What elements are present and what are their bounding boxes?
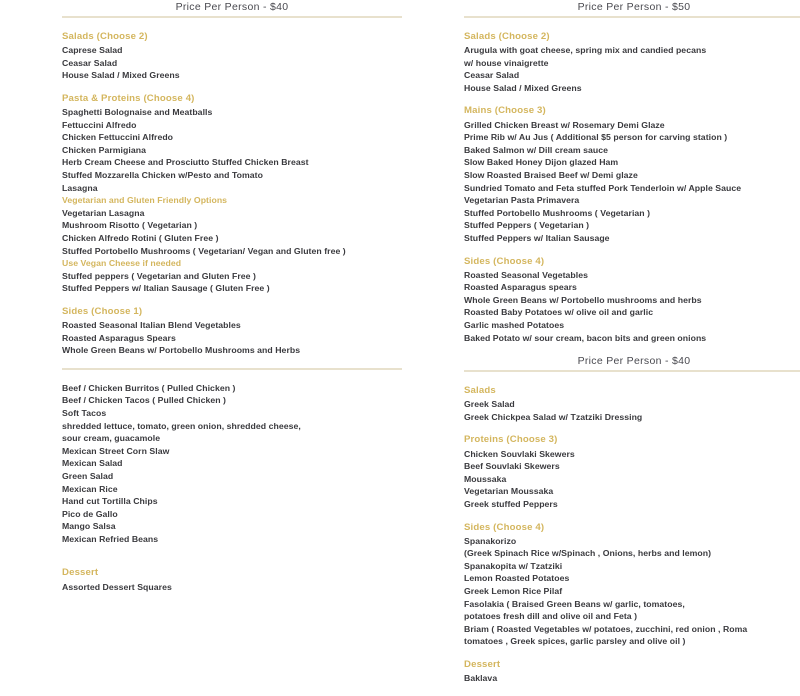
menu-item: Stuffed Portobello Mushrooms ( Vegetarian ) (464, 207, 651, 218)
menu-item: Mexican Refried Beans (62, 533, 159, 544)
left-sections (62, 31, 402, 357)
menu-item: Caprese Salad (62, 45, 123, 56)
menu-item: Greek Lemon Rice Pilaf (464, 585, 563, 596)
price-header-right: Price Per Person - $50 (577, 1, 691, 13)
section-heading: Salads (464, 385, 496, 397)
section-heading: Mains (Choose 3) (464, 105, 546, 117)
menu-item: Roasted Baby Potatoes w/ olive oil and garlic (464, 307, 654, 318)
menu-section (464, 434, 800, 510)
menu-item-note: Use Vegan Cheese if needed (62, 258, 182, 269)
price-header-left: Price Per Person - $40 (175, 1, 289, 13)
menu-item: Slow Roasted Braised Beef w/ Demi glaze (464, 169, 638, 180)
menu-item: shredded lettuce, tomato, green onion, shredded cheese, (62, 420, 301, 431)
menu-item: Slow Baked Honey Dijon glazed Ham (464, 157, 619, 168)
menu-section (62, 93, 402, 295)
menu-item: Ceasar Salad (464, 70, 520, 81)
menu-item: Chicken Parmigiana (62, 144, 146, 155)
menu-item: Fasolakia ( Braised Green Beans w/ garlic, tomatoes, (464, 598, 685, 609)
menu-item: Assorted Dessert Squares (62, 581, 172, 592)
menu-item: Grilled Chicken Breast w/ Rosemary Demi Glaze (464, 119, 665, 130)
menu-item: Sundried Tomato and Feta stuffed Pork Tenderloin w/ Apple Sauce (464, 182, 742, 193)
menu-item: Spanakorizo (464, 535, 517, 546)
menu-section (62, 306, 402, 357)
menu-item: Mexican Rice (62, 483, 118, 494)
menu-item: Beef Souvlaki Skewers (464, 461, 560, 472)
menu-item: Mango Salsa (62, 521, 116, 532)
menu-section (464, 659, 800, 685)
menu-item: Lemon Roasted Potatoes (464, 573, 570, 584)
menu-item: Chicken Souvlaki Skewers (464, 448, 575, 459)
menu-item: Vegetarian Pasta Primavera (464, 195, 580, 206)
menu-item: Mexican Salad (62, 458, 123, 469)
menu-item: w/ house vinaigrette (464, 57, 549, 68)
menu-item: Lasagna (62, 182, 98, 193)
left-dessert-section (62, 567, 402, 593)
divider (464, 370, 800, 372)
menu-item: Fettuccini Alfredo (62, 119, 137, 130)
menu-item: Stuffed peppers ( Vegetarian and Gluten Free ) (62, 270, 256, 281)
menu-item: Baked Potato w/ sour cream, bacon bits and green onions (464, 332, 707, 343)
menu-item: Baked Salmon w/ Dill cream sauce (464, 144, 609, 155)
menu-item: Mexican Street Corn Slaw (62, 445, 170, 456)
section-heading: Salads (Choose 2) (62, 31, 148, 42)
menu-item: Stuffed Mozzarella Chicken w/Pesto and Tomato (62, 169, 263, 180)
menu-item: Hand cut Tortilla Chips (62, 496, 158, 507)
menu-item: Vegetarian Moussaka (464, 486, 554, 497)
menu-item: House Salad / Mixed Greens (464, 82, 582, 93)
menu-item: Baklava (464, 673, 498, 684)
menu-item: Arugula with goat cheese, spring mix and candied pecans (464, 45, 707, 56)
menu-column-left (62, 0, 402, 604)
menu-section (62, 31, 402, 82)
menu-section (464, 522, 800, 648)
menu-item: Whole Green Beans w/ Portobello mushrooms and herbs (464, 294, 702, 305)
menu-item: Soft Tacos (62, 407, 107, 418)
section-heading: Sides (Choose 1) (62, 305, 143, 317)
menu-item: Garlic mashed Potatoes (464, 319, 565, 330)
spacer (62, 556, 402, 567)
menu-item: Stuffed Peppers ( Vegetarian ) (464, 220, 590, 231)
menu-item: Chicken Alfredo Rotini ( Gluten Free ) (62, 232, 219, 243)
menu-item: House Salad / Mixed Greens (62, 70, 180, 81)
menu-item: Roasted Seasonal Vegetables (464, 269, 588, 280)
menu-item: Roasted Asparagus Spears (62, 332, 176, 343)
menu-item: Mushroom Risotto ( Vegetarian ) (62, 220, 198, 231)
menu-item: Spanakopita w/ Tzatziki (464, 560, 563, 571)
section-heading: Dessert (464, 658, 501, 670)
menu-item: Stuffed Peppers w/ Italian Sausage (464, 232, 610, 243)
menu-item: Vegetarian Lasagna (62, 207, 145, 218)
divider (62, 368, 402, 370)
menu-item: Pico de Gallo (62, 508, 118, 519)
right-sections (464, 31, 800, 344)
menu-section (464, 31, 800, 94)
menu-item: Ceasar Salad (62, 57, 118, 68)
section-heading: Dessert (62, 567, 99, 579)
menu-item: Roasted Asparagus spears (464, 282, 577, 293)
menu-item: Beef / Chicken Tacos ( Pulled Chicken ) (62, 395, 226, 406)
menu-item: Briam ( Roasted Vegetables w/ potatoes, zucchini, red onion , Roma (464, 623, 748, 634)
menu-item: sour cream, guacamole (62, 433, 161, 444)
menu-item: Spaghetti Bolognaise and Meatballs (62, 106, 213, 117)
divider (464, 16, 800, 18)
divider (62, 16, 402, 18)
menu-item: Greek Salad (464, 399, 515, 410)
section-heading: Sides (Choose 4) (464, 255, 545, 267)
menu-item: Whole Green Beans w/ Portobello Mushrooms and Herbs (62, 345, 301, 356)
menu-item: Moussaka (464, 473, 507, 484)
menu-item: Beef / Chicken Burritos ( Pulled Chicken ) (62, 382, 236, 393)
menu-section (62, 382, 402, 546)
menu-section (62, 567, 402, 593)
section-heading: Pasta & Proteins (Choose 4) (62, 92, 195, 104)
menu-item: Green Salad (62, 470, 114, 481)
menu-item: Greek Chickpea Salad w/ Tzatziki Dressing (464, 411, 643, 422)
menu-section (464, 256, 800, 345)
menu-item: Chicken Fettuccini Alfredo (62, 132, 174, 143)
menu-item: potatoes fresh dill and olive oil and Feta ) (464, 611, 638, 622)
menu-item: Prime Rib w/ Au Jus ( Additional $5 person for carving station ) (464, 132, 728, 143)
menu-section (464, 385, 800, 423)
greek-sections (464, 385, 800, 684)
menu-item: Stuffed Portobello Mushrooms ( Vegetarian/ Vegan and Gluten free ) (62, 245, 346, 256)
menu-item: (Greek Spinach Rice w/Spinach , Onions, herbs and lemon) (464, 548, 712, 559)
menu-item: Stuffed Peppers w/ Italian Sausage ( Gluten Free ) (62, 283, 270, 294)
menu-item-note: Vegetarian and Gluten Friendly Options (62, 195, 228, 206)
menu-column-right (464, 0, 800, 696)
section-heading: Salads (Choose 2) (464, 31, 550, 42)
menu-item: Herb Cream Cheese and Prosciutto Stuffed Chicken Breast (62, 157, 309, 168)
mexican-section (62, 382, 402, 546)
section-heading: Proteins (Choose 3) (464, 434, 558, 446)
menu-item: Roasted Seasonal Italian Blend Vegetables (62, 319, 241, 330)
menu-item: Greek stuffed Peppers (464, 498, 558, 509)
price-header-right-second: Price Per Person - $40 (577, 355, 691, 368)
section-heading: Sides (Choose 4) (464, 521, 545, 533)
menu-item: tomatoes , Greek spices, garlic parsley and olive oil ) (464, 636, 686, 647)
menu-section (464, 105, 800, 244)
